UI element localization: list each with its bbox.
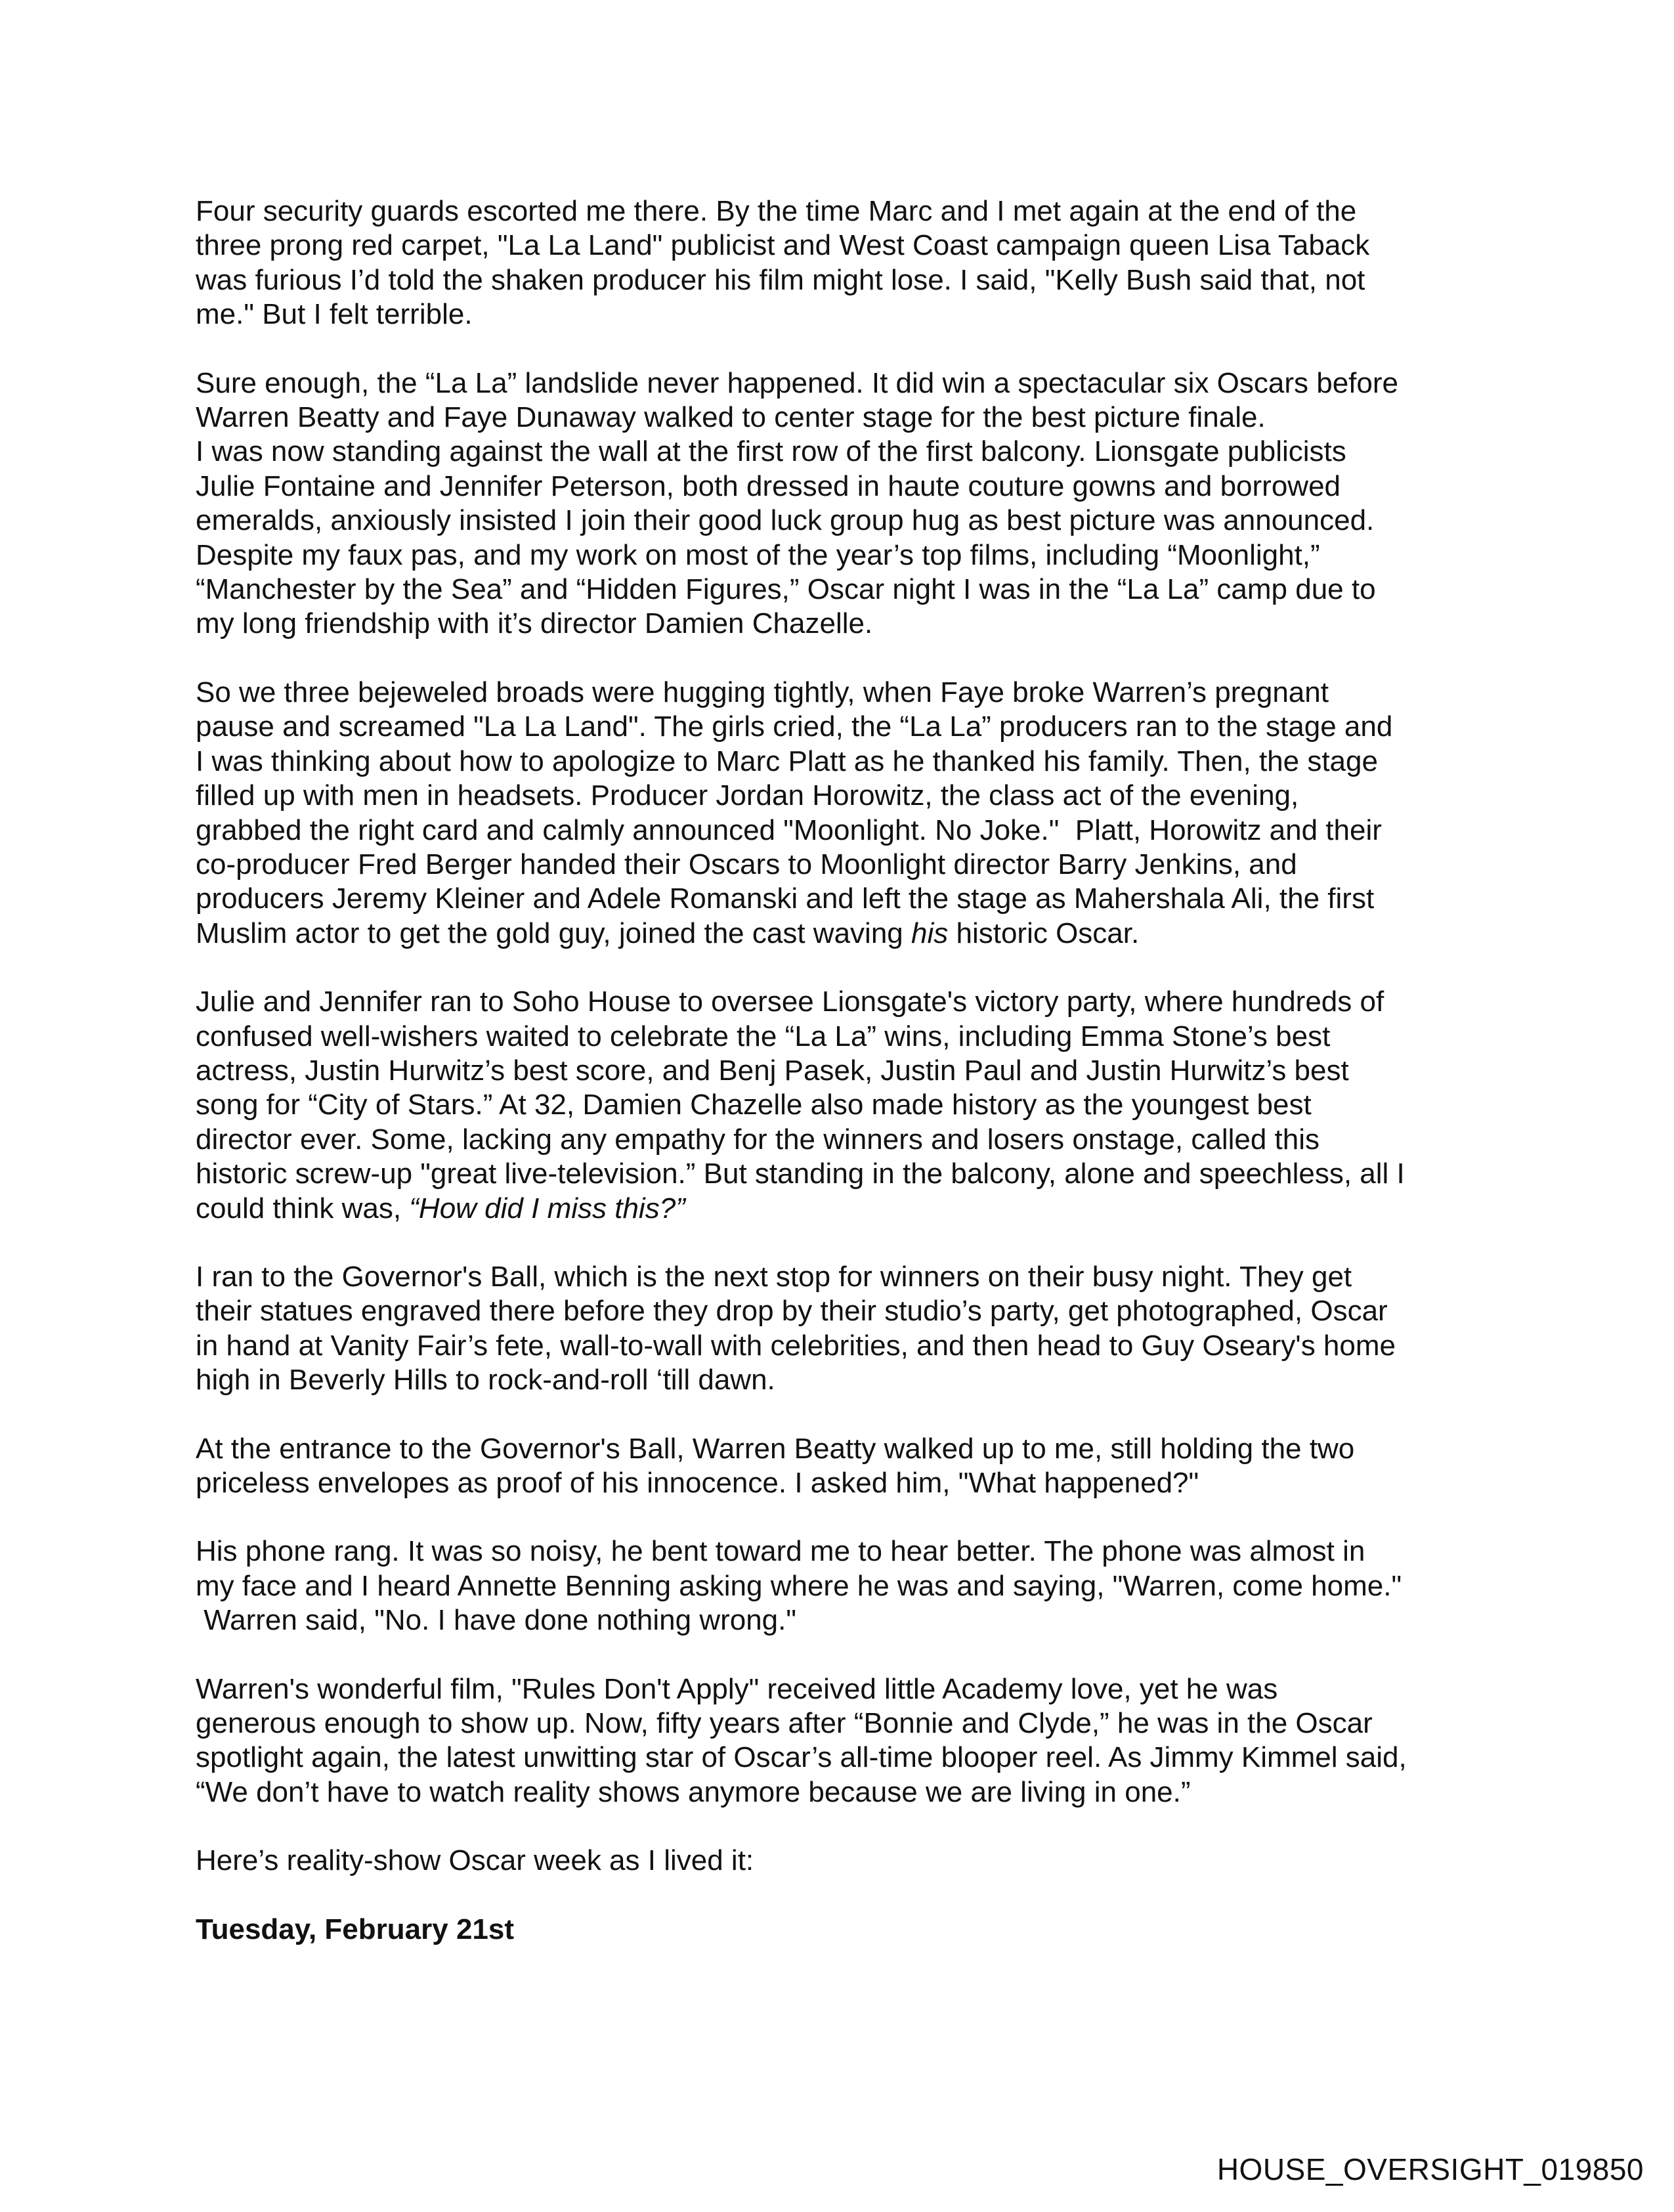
text-line: high in Beverly Hills to rock-and-roll ‘till dawn.	[196, 1364, 775, 1397]
text-line: So we three bejeweled broads were hugging tightly, when Faye broke Warren’s pregnant	[196, 676, 1329, 708]
text-line: Warren Beatty and Faye Dunaway walked to center stage for the best picture finale.	[196, 401, 1266, 434]
text-line: Sure enough, the “La La” landslide never happened. It did win a spectacular six Oscars before	[196, 366, 1398, 399]
paragraph-phone	[196, 1534, 1495, 1637]
text-line: spotlight again, the latest unwitting star of Oscar’s all-time blooper reel. As Jimmy Kimmel said,	[196, 1741, 1407, 1774]
text-line: in hand at Vanity Fair’s fete, wall-to-wall with celebrities, and then head to Guy Oseary's home	[196, 1329, 1396, 1362]
text-line: grabbed the right card and calmly announced "Moonlight. No Joke." Platt, Horowitz and their	[196, 813, 1382, 846]
paragraph-oscar-week	[196, 1844, 1495, 1878]
text-line: I ran to the Governor's Ball, which is the next stop for winners on their busy night. They get	[196, 1260, 1352, 1293]
text-line: I was thinking about how to apologize to Marc Platt as he thanked his family. Then, the stage	[196, 745, 1378, 777]
text-line: producers Jeremy Kleiner and Adele Romanski and left the stage as Mahershala Ali, the first	[196, 882, 1375, 915]
text-line: co-producer Fred Berger handed their Oscars to Moonlight director Barry Jenkins, and	[196, 848, 1297, 880]
text-line: their statues engraved there before they drop by their studio’s party, get photographed, Oscar	[196, 1295, 1388, 1328]
text-line: historic screw-up "great live-television.” But standing in the balcony, alone and speechless, all I	[196, 1158, 1405, 1190]
text-line: Warren's wonderful film, "Rules Don't Apply" received little Academy love, yet he was	[196, 1672, 1278, 1705]
text-line: director ever. Some, lacking any empathy for the winners and losers onstage, called this	[196, 1123, 1320, 1156]
text-line: Four security guards escorted me there. By the time Marc and I met again at the end of the	[196, 195, 1357, 227]
text-line: I was now standing against the wall at the first row of the first balcony. Lionsgate publicists	[196, 435, 1346, 468]
text-line: was furious I’d told the shaken producer his film might lose. I said, "Kelly Bush said that, not	[196, 263, 1365, 296]
text-line: “Manchester by the Sea” and “Hidden Figures,” Oscar night I was in the “La La” camp due to	[196, 573, 1376, 606]
text-line: Here’s reality-show Oscar week as I lived it:	[196, 1844, 754, 1877]
text-line: emeralds, anxiously insisted I join their good luck group hug as best picture was announced.	[196, 504, 1375, 537]
text-line: Julie Fontaine and Jennifer Peterson, both dressed in haute couture gowns and borrowed	[196, 469, 1341, 502]
text-segment: could think was,	[196, 1192, 410, 1225]
text-line: At the entrance to the Governor's Ball, Warren Beatty walked up to me, still holding the two	[196, 1432, 1355, 1465]
text-line: filled up with men in headsets. Producer Jordan Horowitz, the class act of the evening,	[196, 779, 1299, 812]
text-line: Despite my faux pas, and my work on most of the year’s top films, including “Moonlight,”	[196, 538, 1320, 571]
text-line-mixed	[196, 917, 1495, 951]
text-line: generous enough to show up. Now, fifty years after “Bonnie and Clyde,” he was in the Oscar	[196, 1707, 1373, 1740]
text-line-mixed	[196, 1192, 1495, 1226]
text-line: Warren said, "No. I have done nothing wrong."	[196, 1604, 796, 1637]
text-line: my long friendship with it’s director Damien Chazelle.	[196, 607, 873, 640]
heading-date: Tuesday, February 21st	[196, 1913, 515, 1945]
paragraph-entrance	[196, 1432, 1495, 1501]
text-line: confused well-wishers waited to celebrate the “La La” wins, including Emma Stone’s best	[196, 1020, 1331, 1052]
document-body	[196, 194, 1495, 1981]
italic-text: his	[911, 917, 949, 949]
text-line: actress, Justin Hurwitz’s best score, and Benj Pasek, Justin Paul and Justin Hurwitz’s best	[196, 1054, 1349, 1087]
text-line: my face and I heard Annette Benning asking where he was and saying, "Warren, come home."	[196, 1569, 1402, 1602]
paragraph-security-guards	[196, 194, 1495, 332]
paragraph-governors-ball	[196, 1260, 1495, 1398]
text-line: priceless envelopes as proof of his innocence. I asked him, "What happened?"	[196, 1467, 1199, 1499]
text-line: Julie and Jennifer ran to Soho House to oversee Lionsgate's victory party, where hundreds of	[196, 986, 1384, 1018]
text-line: three prong red carpet, "La La Land" publicist and West Coast campaign queen Lisa Taback	[196, 229, 1370, 262]
text-line: His phone rang. It was so noisy, he bent toward me to hear better. The phone was almost in	[196, 1535, 1365, 1568]
text-segment: historic Oscar.	[948, 917, 1140, 949]
paragraph-soho-house	[196, 985, 1495, 1226]
paragraph-group-hug	[196, 676, 1495, 951]
paragraph-landslide	[196, 366, 1495, 641]
text-line: “We don’t have to watch reality shows anymore because we are living in one.”	[196, 1775, 1191, 1808]
paragraph-rules-dont-apply	[196, 1672, 1495, 1810]
text-line: me." But I felt terrible.	[196, 298, 473, 331]
text-segment: Muslim actor to get the gold guy, joined the cast waving	[196, 917, 911, 949]
text-line: pause and screamed "La La Land". The girls cried, the “La La” producers ran to the stage and	[196, 710, 1393, 743]
bates-number: HOUSE_OVERSIGHT_019850	[1216, 2152, 1644, 2186]
section-heading	[196, 1913, 1495, 1947]
text-line: song for “City of Stars.” At 32, Damien Chazelle also made history as the youngest best	[196, 1089, 1312, 1121]
italic-text: “How did I miss this?”	[409, 1192, 685, 1225]
